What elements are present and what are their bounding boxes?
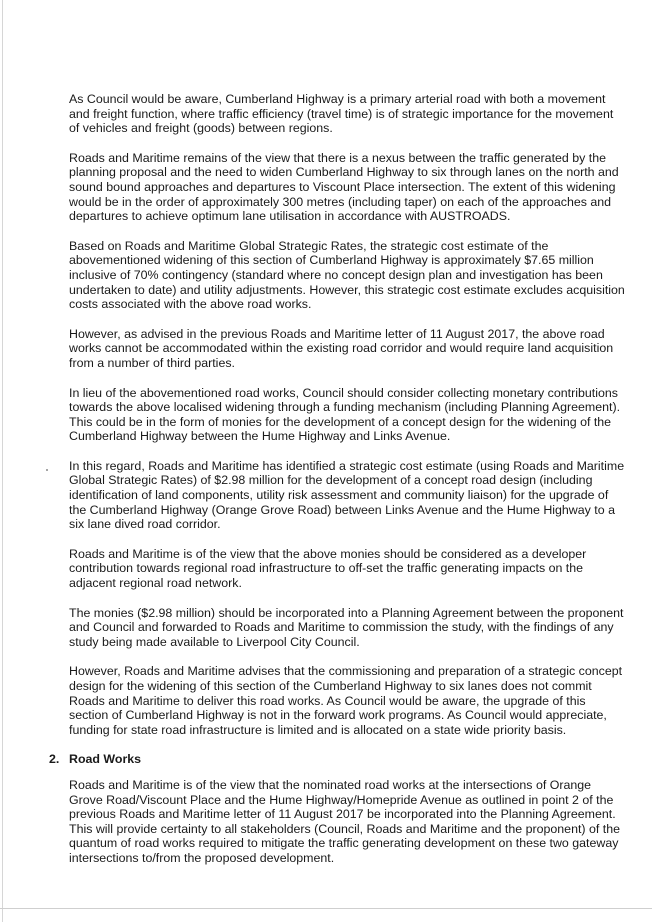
paragraph-land-acquisition: However, as advised in the previous Roads and Maritime letter of 11 August 2017, the above road works cannot be accommodated within the existing road corridor and would require land acquisition from a number of third parties. bbox=[69, 326, 614, 370]
paragraph-freight-function: As Council would be aware, Cumberland Highway is a primary arterial road with both a movement and freight function, where traffic efficiency (travel time) is of strategic importance for the movement of vehicles and freight (goods) between regions. bbox=[69, 92, 614, 136]
paragraph-no-commitment: However, Roads and Maritime advises that the commissioning and preparation of a strategic concept design for the widening of this section of the Cumberland Highway to six lanes does not commit Roads and Maritime to deliver this road works. As Council would be aware, the upgrade of this section of Cumberland Highway is not in the forward work programs. As Council would appreciate, funding for state road infrastructure is limited and is allocated on a state wide priority basis. bbox=[69, 664, 623, 737]
letter-body bbox=[49, 92, 625, 881]
paragraph-developer-contribution: Roads and Maritime is of the view that the above monies should be considered as a developer contribution towards regional road infrastructure to off-set the traffic generating impacts on the adjacent regional road network. bbox=[69, 546, 587, 591]
section-number: 2. bbox=[49, 752, 60, 767]
paragraph-cost-estimate: Based on Roads and Maritime Global Strategic Rates, the strategic cost estimate of the abovementioned widening of this section of Cumberland Highway is approximately $7.65 million inclusive of 70% contingency (standard where no concept design plan and investigation has been undertaken to date) and utility adjustments. However, this strategic cost estimate excludes acquisition costs associated with the above road works. bbox=[69, 238, 625, 312]
scan-left-edge bbox=[2, 0, 3, 922]
scan-bottom-edge bbox=[0, 908, 652, 909]
paragraph-road-works: Roads and Maritime is of the view that the nominated road works at the intersections of Orange Grove Road/Viscount Place and the Hume Highway/Homepride Avenue as outlined in point 2 of the previous Roads and Maritime letter of 11 August 2017 be incorporated into the Planning Agreement. This will provide certainty to all stakeholders (Council, Roads and Maritime and the proponent) of the quantum of road works required to mitigate the traffic generating development on these two gateway intersections to/from the proposed development. bbox=[69, 777, 620, 865]
paragraph-concept-design-estimate: In this regard, Roads and Maritime has identified a strategic cost estimate (using Roads and Maritime Global Strategic Rates) of $2.98 million for the development of a concept road design (including identification of land components, utility risk assessment and community liaison) for the upgrade of the Cumberland Highway (Orange Grove Road) between Links Avenue and the Hume Highway to a six lane dived road corridor. bbox=[69, 458, 625, 532]
paragraph-widening-nexus: Roads and Maritime remains of the view that there is a nexus between the traffic generated by the planning proposal and the need to widen Cumberland Highway to six through lanes on the north and sound bound approaches and departures to Viscount Place intersection. The extent of this widening would be in the order of approximately 300 metres (including taper) on each of the approaches and departures to achieve optimum lane utilisation in accordance with AUSTROADS. bbox=[69, 150, 619, 224]
scan-speck bbox=[46, 469, 48, 471]
paragraph-planning-agreement: The monies ($2.98 million) should be incorporated into a Planning Agreement between the proponent and Council and forwarded to Roads and Maritime to commission the study, with the findings of any study being made available to Liverpool City Council. bbox=[69, 605, 624, 649]
paragraph-monetary-contributions: In lieu of the abovementioned road works, Council should consider collecting monetary contributions towards the above localised widening through a funding mechanism (including Planning Agreement). This could be in the form of monies for the development of a concept design for the widening of the Cumberland Highway between the Hume Highway and Links Avenue. bbox=[69, 385, 621, 444]
section-title: Road Works bbox=[69, 752, 142, 767]
section-heading bbox=[49, 752, 625, 767]
